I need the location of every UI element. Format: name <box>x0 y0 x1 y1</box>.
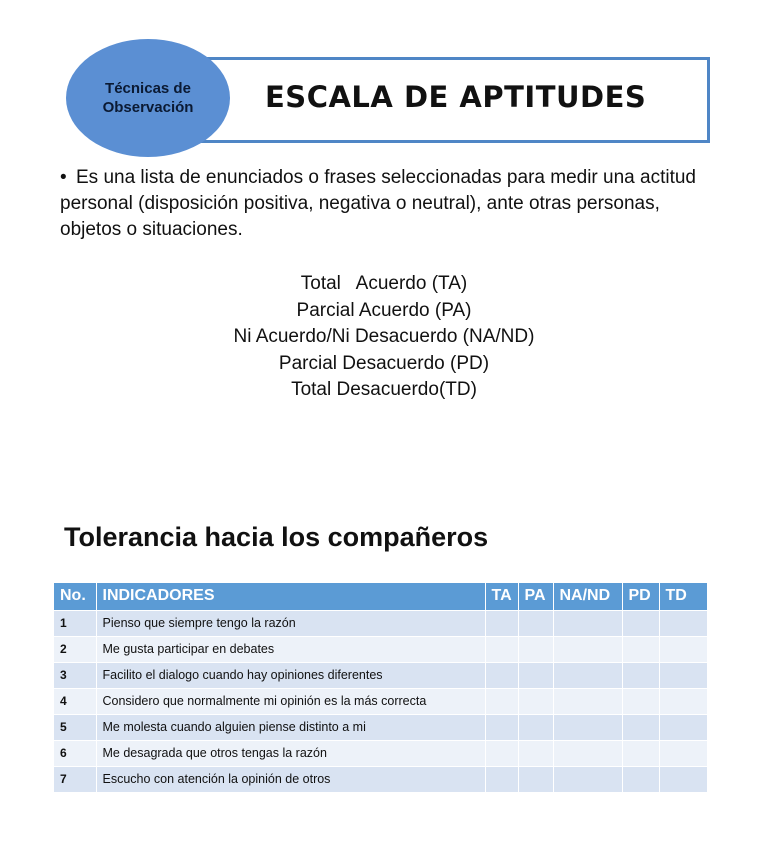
header-td: TD <box>659 583 707 610</box>
cell-ta[interactable] <box>485 636 518 662</box>
scale-option: Parcial Acuerdo (PA) <box>296 299 472 321</box>
cell-td[interactable] <box>659 740 707 766</box>
header-no: No. <box>54 583 96 610</box>
cell-pd[interactable] <box>622 688 659 714</box>
row-indicator: Facilito el dialogo cuando hay opiniones diferentes <box>96 662 485 688</box>
row-indicator: Me molesta cuando alguien piense distinto a mi <box>96 714 485 740</box>
cell-pd[interactable] <box>622 610 659 636</box>
cell-pd[interactable] <box>622 740 659 766</box>
cell-td[interactable] <box>659 688 707 714</box>
topic-badge-line2: Observación <box>102 99 194 116</box>
cell-pa[interactable] <box>518 714 553 740</box>
cell-pd[interactable] <box>622 714 659 740</box>
row-indicator: Me gusta participar en debates <box>96 636 485 662</box>
scale-option: Total Desacuerdo(TD) <box>291 379 477 400</box>
table-row <box>54 740 707 766</box>
cell-ta[interactable] <box>485 610 518 636</box>
table-row <box>54 688 707 714</box>
cell-na-nd[interactable] <box>553 766 622 792</box>
cell-pd[interactable] <box>622 662 659 688</box>
cell-ta[interactable] <box>485 714 518 740</box>
table-row <box>54 662 707 688</box>
cell-na-nd[interactable] <box>553 662 622 688</box>
topic-badge-line1: Técnicas de <box>105 80 191 97</box>
cell-na-nd[interactable] <box>553 636 622 662</box>
cell-td[interactable] <box>659 610 707 636</box>
cell-pa[interactable] <box>518 766 553 792</box>
cell-na-nd[interactable] <box>553 688 622 714</box>
cell-pa[interactable] <box>518 740 553 766</box>
table-row <box>54 714 707 740</box>
cell-td[interactable] <box>659 636 707 662</box>
topic-badge <box>66 39 230 157</box>
cell-pa[interactable] <box>518 688 553 714</box>
bullet-icon: • <box>60 167 67 188</box>
table-row <box>54 636 707 662</box>
scale-option: Parcial Desacuerdo (PD) <box>278 352 490 374</box>
cell-td[interactable] <box>659 766 707 792</box>
cell-pa[interactable] <box>518 636 553 662</box>
definition-paragraph <box>60 165 720 243</box>
row-indicator: Pienso que siempre tengo la razón <box>96 610 485 636</box>
definition-text: Es una lista de enunciados o frases seleccionadas para medir una actitud personal (disposición positiva, negativa o neutral), ante otras personas, objetos o situaciones. <box>60 167 696 240</box>
page-title: ESCALA DE APTITUDES <box>265 80 647 114</box>
header-indicadores: INDICADORES <box>96 583 485 610</box>
cell-ta[interactable] <box>485 688 518 714</box>
cell-pd[interactable] <box>622 766 659 792</box>
cell-td[interactable] <box>659 662 707 688</box>
cell-pa[interactable] <box>518 610 553 636</box>
table-row <box>54 610 707 636</box>
scale-option: Ni Acuerdo/Ni Desacuerdo (NA/ND) <box>233 326 535 347</box>
cell-pa[interactable] <box>518 662 553 688</box>
attitude-scale-table <box>54 583 707 792</box>
cell-na-nd[interactable] <box>553 740 622 766</box>
row-number: 2 <box>54 636 96 662</box>
cell-na-nd[interactable] <box>553 610 622 636</box>
row-indicator: Escucho con atención la opinión de otros <box>96 766 485 792</box>
header-pa: PA <box>518 583 553 610</box>
row-indicator: Considero que normalmente mi opinión es la más correcta <box>96 688 485 714</box>
row-number: 5 <box>54 714 96 740</box>
row-number: 1 <box>54 610 96 636</box>
row-number: 7 <box>54 766 96 792</box>
table-row <box>54 766 707 792</box>
header-na-nd: NA/ND <box>553 583 622 610</box>
cell-na-nd[interactable] <box>553 714 622 740</box>
header-ta: TA <box>485 583 518 610</box>
section-title: Tolerancia hacia los compañeros <box>64 522 489 552</box>
row-indicator: Me desagrada que otros tengas la razón <box>96 740 485 766</box>
scale-option: Total Acuerdo (TA) <box>300 273 468 294</box>
header-pd: PD <box>622 583 659 610</box>
row-number: 4 <box>54 688 96 714</box>
cell-pd[interactable] <box>622 636 659 662</box>
row-number: 6 <box>54 740 96 766</box>
cell-ta[interactable] <box>485 740 518 766</box>
table-header-row <box>54 583 707 610</box>
cell-ta[interactable] <box>485 766 518 792</box>
cell-td[interactable] <box>659 714 707 740</box>
row-number: 3 <box>54 662 96 688</box>
title-banner <box>198 57 710 143</box>
scale-options-list <box>0 271 768 404</box>
cell-ta[interactable] <box>485 662 518 688</box>
